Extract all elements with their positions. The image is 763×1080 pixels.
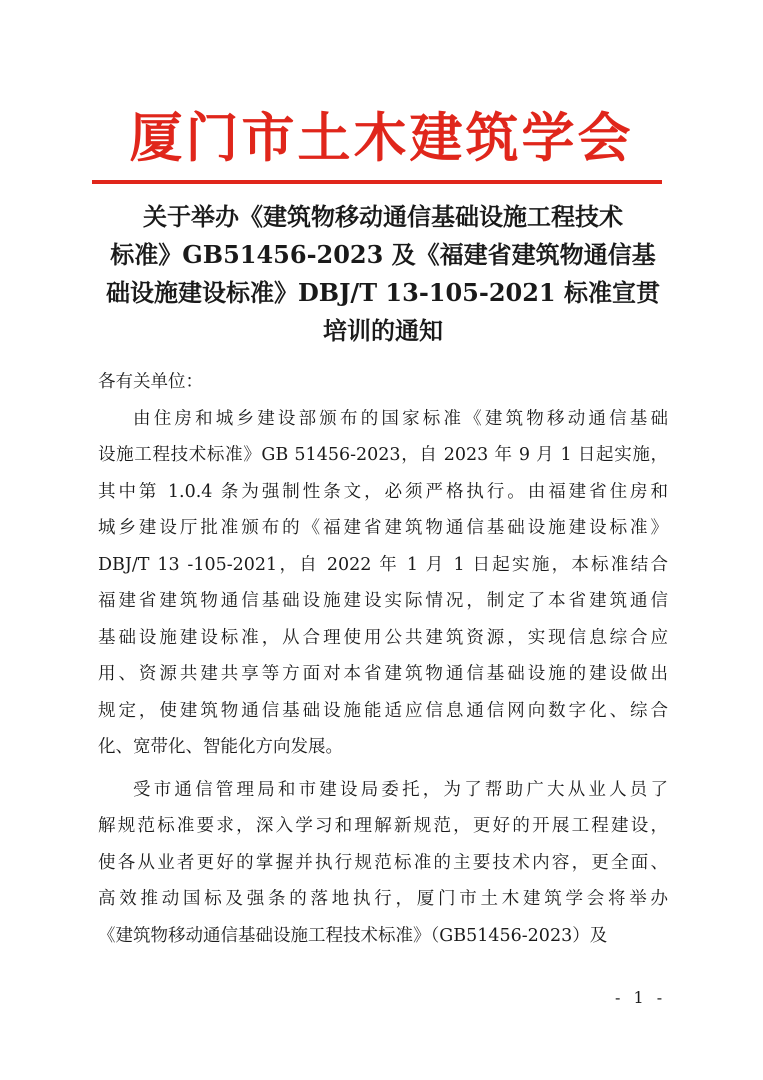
paragraph-line: 使各从业者更好的掌握并执行规范标准的主要技术内容，更全面、 [98,852,668,873]
body-paragraph-2 [98,772,668,955]
paragraph-line: 解规范标准要求，深入学习和理解新规范，更好的开展工程建设， [98,816,668,836]
title-line: 培训的通知 [323,316,443,345]
document-title [98,198,668,350]
paragraph-line: 福建省建筑物通信基础设施建设实际情况，制定了本省建筑通信 [98,591,668,611]
org-letterhead-title: 厦门市土木建筑学会 [129,107,634,169]
document-body [98,364,668,954]
salutation: 各有关单位： [98,372,203,392]
title-line: 标准》GB51456-2023 及《福建省建筑物通信基 [110,240,656,269]
body-paragraph-1 [98,401,668,766]
page-number: - 1 - [615,988,667,1007]
paragraph-line: 高效推动国标及强条的落地执行，厦门市土木建筑学会将举办 [98,889,668,909]
paragraph-line: 设施工程技术标准》GB 51456-2023，自 2023 年 9 月 1 日起实施， [98,445,668,465]
paragraph-line: 规定，使建筑物通信基础设施能适应信息通信网向数字化、综合 [98,700,668,721]
title-line: 关于举办《建筑物移动通信基础设施工程技术 [143,202,623,231]
paragraph-line: 化、宽带化、智能化方向发展。 [98,737,343,757]
title-line: 础设施建设标准》DBJ/T 13-105-2021 标准宣贯 [105,278,660,307]
paragraph-line: 《建筑物移动通信基础设施工程技术标准》（GB51456-2023）及 [98,925,608,946]
paragraph-line: 城乡建设厅批准颁布的《福建省建筑物通信基础设施建设标准》 [98,518,668,538]
paragraph-line: 基础设施建设标准，从合理使用公共建筑资源，实现信息综合应 [98,627,668,648]
paragraph-line: 由住房和城乡建设部颁布的国家标准《建筑物移动通信基础 [133,408,668,429]
paragraph-line: 受市通信管理局和市建设局委托，为了帮助广大从业人员了 [133,779,668,800]
paragraph-line: DBJ/T 13 -105-2021，自 2022 年 1 月 1 日起实施，本标准结合 [98,554,668,575]
letterhead-red-rule [92,180,662,184]
paragraph-line: 用、资源共建共享等方面对本省建筑物通信基础设施的建设做出 [98,664,668,684]
paragraph-line: 其中第 1.0.4 条为强制性条文，必须严格执行。由福建省住房和 [98,481,668,502]
